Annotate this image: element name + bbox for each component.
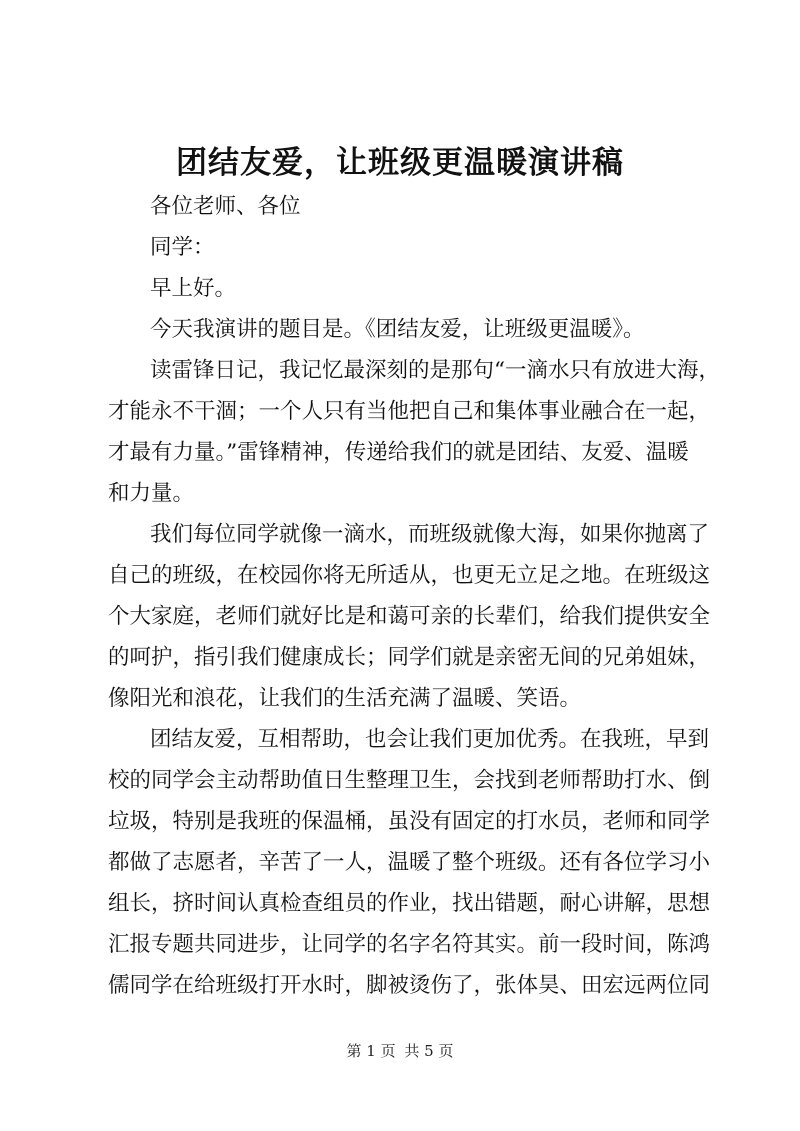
text-line: 各位老师、各位 (150, 194, 301, 219)
text-line: 都做了志愿者，辛苦了一人，温暖了整个班级。还有各位学习小 (108, 850, 711, 875)
text-line: 个大家庭，老师们就好比是和蔼可亲的长辈们，给我们提供安全 (108, 604, 711, 629)
text-line: 汇报专题共同进步，让同学的名字名符其实。前一段时间，陈鸿 (108, 932, 711, 957)
text-line: 才能永不干涸；一个人只有当他把自己和集体事业融合在一起， (108, 399, 711, 424)
text-line: 我们每位同学就像一滴水，而班级就像大海，如果你抛离了 (150, 522, 710, 547)
text-line: 和力量。 (108, 481, 195, 506)
text-line: 的呵护，指引我们健康成长；同学们就是亲密无间的兄弟姐妹， (108, 645, 711, 670)
page-total: 共 5 页 (404, 1042, 454, 1060)
text-line: 校的同学会主动帮助值日生整理卫生，会找到老师帮助打水、倒 (108, 768, 711, 793)
page-footer (0, 1041, 800, 1061)
text-line: 像阳光和浪花，让我们的生活充满了温暖、笑语。 (108, 686, 582, 711)
text-line: 组长，挤时间认真检查组员的作业，找出错题，耐心讲解，思想 (108, 891, 711, 916)
text-line: 自己的班级，在校园你将无所适从，也更无立足之地。在班级这 (108, 563, 711, 588)
text-line: 读雷锋日记，我记忆最深刻的是那句“一滴水只有放进大海， (150, 358, 720, 383)
text-line: 今天我演讲的题目是。《团结友爱，让班级更温暖》。 (150, 317, 645, 342)
text-line: 同学： (150, 235, 215, 260)
text-line: 才最有力量。”雷锋精神，传递给我们的就是团结、友爱、温暖 (108, 440, 689, 465)
document-title: 团结友爱，让班级更温暖演讲稿 (176, 145, 624, 181)
page-number: 第 1 页 (346, 1042, 396, 1060)
text-line: 早上好。 (150, 276, 237, 301)
text-line: 垃圾，特别是我班的保温桶，虽没有固定的打水员，老师和同学 (108, 809, 711, 834)
text-line: 儒同学在给班级打开水时，脚被烫伤了，张体昊、田宏远两位同 (108, 973, 711, 998)
text-line: 团结友爱，互相帮助，也会让我们更加优秀。在我班，早到 (150, 727, 710, 752)
